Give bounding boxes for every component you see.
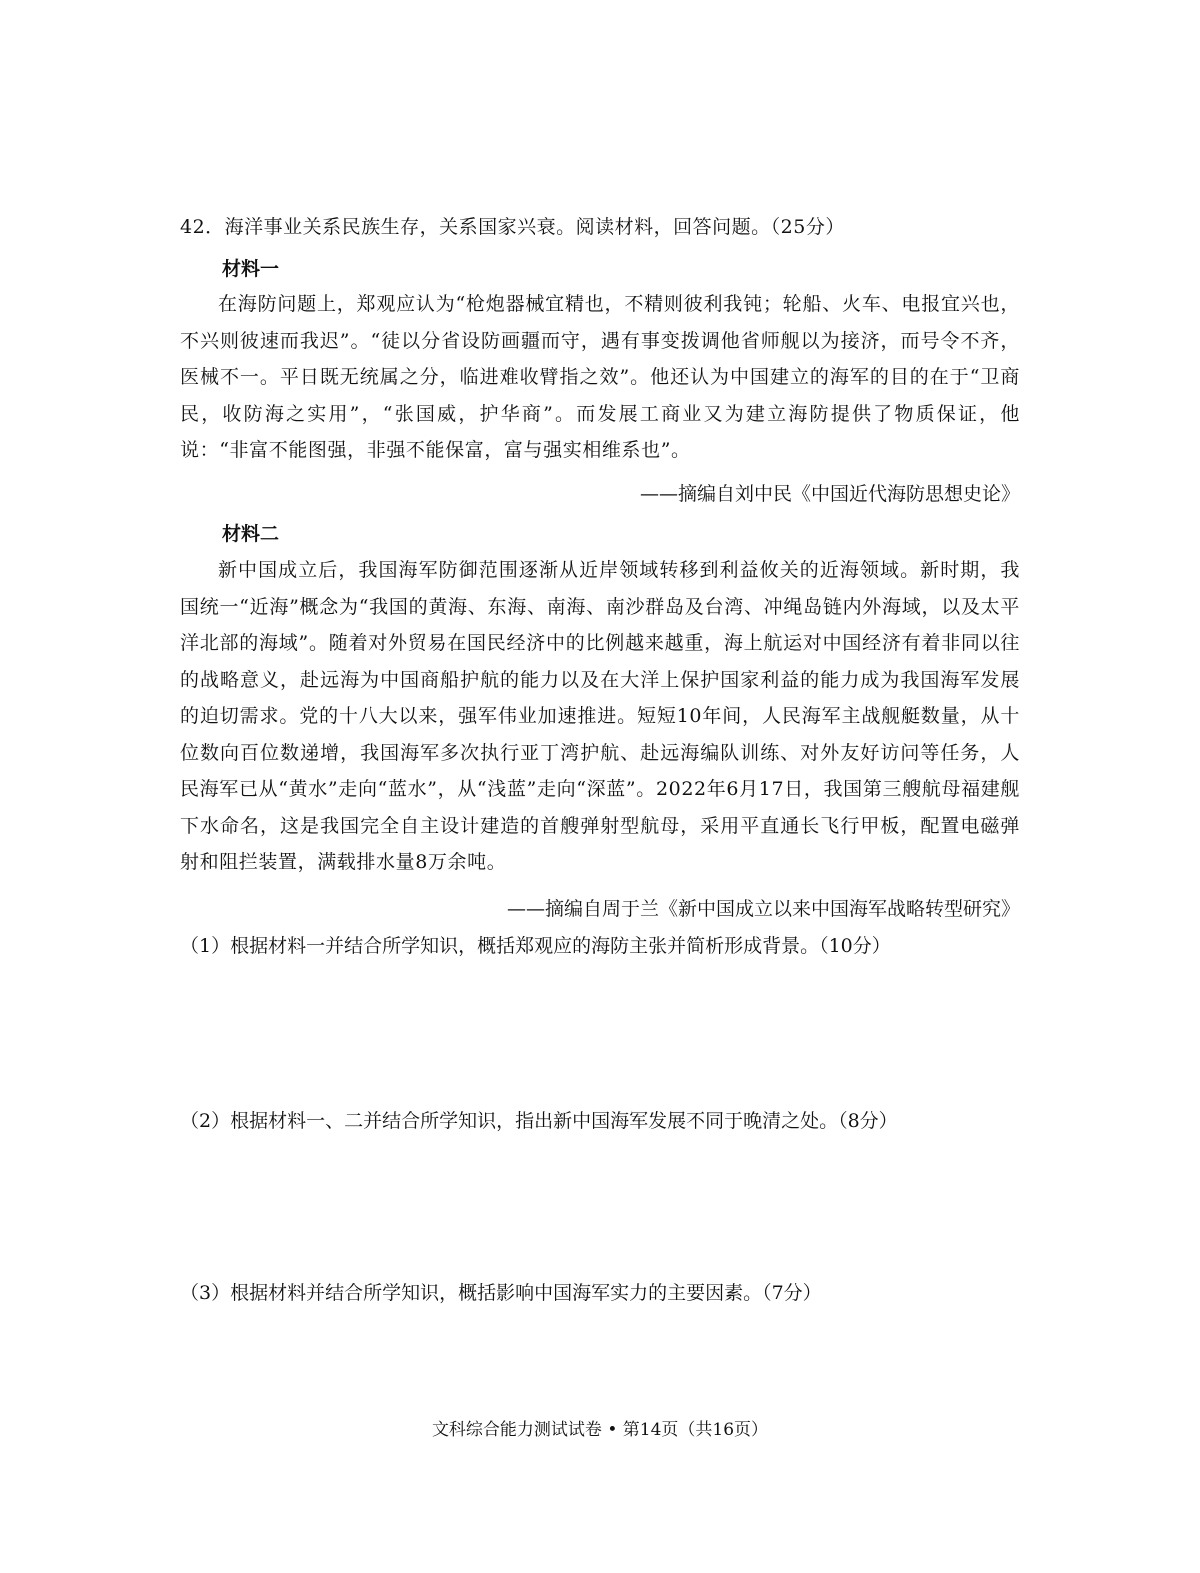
subquestion-3: （3）根据材料并结合所学知识，概括影响中国海军实力的主要因素。（7分） bbox=[180, 1282, 822, 1304]
subquestion-2: （2）根据材料一、二并结合所学知识，指出新中国海军发展不同于晚清之处。（8分） bbox=[180, 1110, 898, 1132]
subquestion-1: （1）根据材料一并结合所学知识，概括郑观应的海防主张并简析形成背景。（10分） bbox=[180, 935, 891, 957]
question-stem: 42．海洋事业关系民族生存，关系国家兴衰。阅读材料，回答问题。（25分） bbox=[180, 216, 845, 238]
page-footer: 文科综合能力测试试卷 • 第14页（共16页） bbox=[431, 1420, 769, 1440]
material-one-heading: 材料一 bbox=[222, 258, 280, 280]
material-one-text: 在海防问题上，郑观应认为“枪炮器械宜精也，不精则彼利我钝；轮船、火车、电报宜兴也，不兴则彼速而我迟”。“徒以分省设防画疆而守，遇有事变拨调他省师舰以为接济，而号令不齐，医械不一。平日既无统属之分，临进难收臂指之效”。他还认为中国建立的海军的目的在于“卫商民，收防海之实用”，“张国威，护华商”。而发展工商业又为建立海防提供了物质保证，他说：“非富不能图强，非强不能保富，富与强实相维系也”。 bbox=[180, 293, 1020, 461]
material-two-heading: 材料二 bbox=[222, 523, 280, 545]
material-two-source: ——摘编自周于兰《新中国成立以来中国海军战略转型研究》 bbox=[506, 898, 1020, 920]
material-two-text: 新中国成立后，我国海军防御范围逐渐从近岸领域转移到利益攸关的近海领域。新时期，我国统一“近海”概念为“我国的黄海、东海、南海、南沙群岛及台湾、冲绳岛链内外海域，以及太平洋北部的海域”。随着对外贸易在国民经济中的比例越来越重，海上航运对中国经济有着非同以往的战略意义，赴远海为中国商船护航的能力以及在大洋上保护国家利益的能力成为我国海军发展的迫切需求。党的十八大以来，强军伟业加速推进。短短10年间，人民海军主战舰艇数量，从十位数向百位数递增，我国海军多次执行亚丁湾护航、赴远海编队训练、对外友好访问等任务，人民海军已从“黄水”走向“蓝水”，从“浅蓝”走向“深蓝”。2022年6月17日，我国第三艘航母福建舰下水命名，这是我国完全自主设计建造的首艘弹射型航母，采用平直通长飞行甲板，配置电磁弹射和阻拦装置，满载排水量8万余吨。 bbox=[180, 559, 1020, 873]
material-one-source: ——摘编自刘中民《中国近代海防思想史论》 bbox=[639, 483, 1020, 505]
